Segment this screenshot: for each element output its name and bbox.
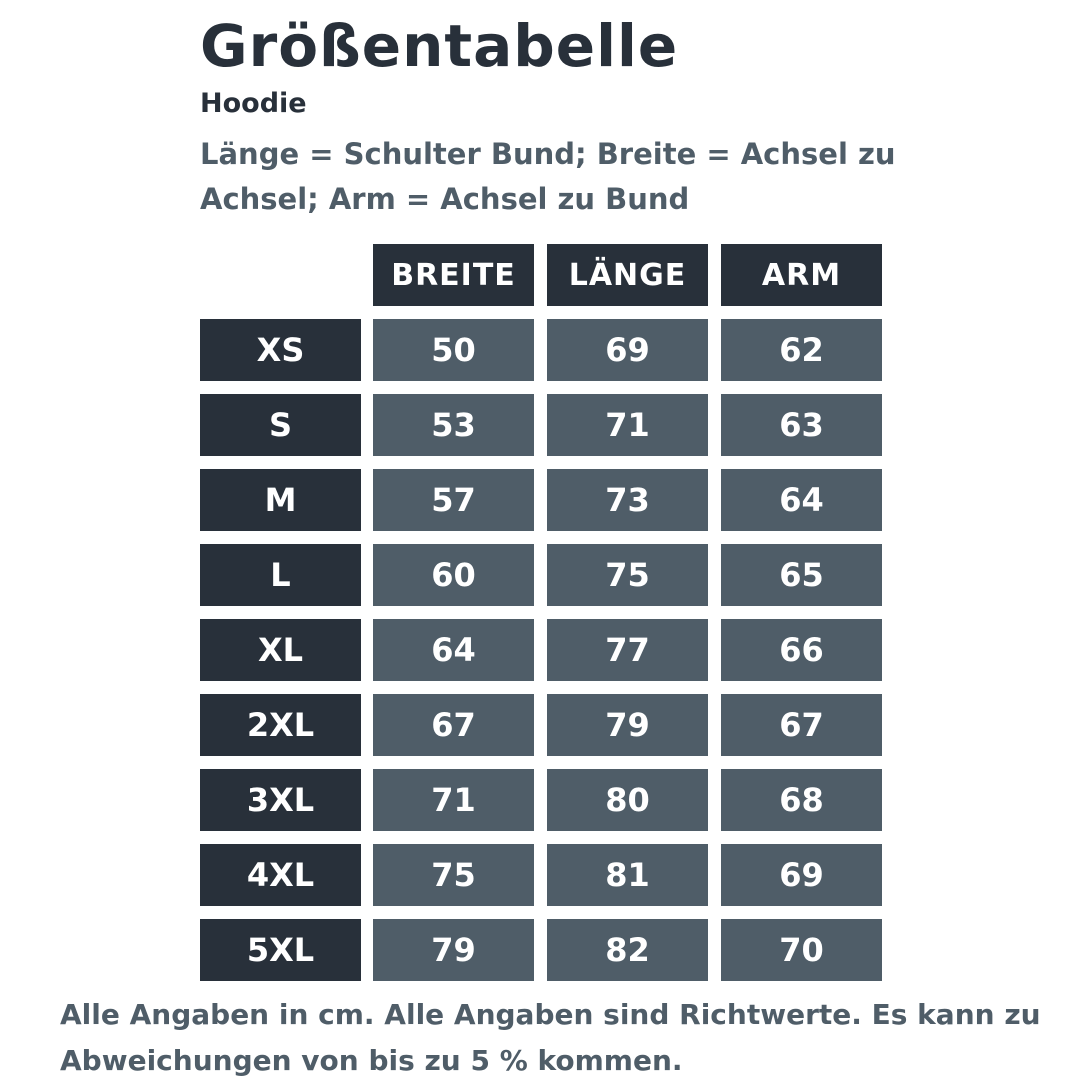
breite-value: 57 <box>373 469 534 531</box>
laenge-value: 71 <box>547 394 708 456</box>
page-title: Größentabelle <box>200 12 679 80</box>
breite-value: 53 <box>373 394 534 456</box>
breite-value: 71 <box>373 769 534 831</box>
arm-value: 68 <box>721 769 882 831</box>
laenge-value: 82 <box>547 919 708 981</box>
breite-value: 64 <box>373 619 534 681</box>
arm-value: 63 <box>721 394 882 456</box>
header-arm: ARM <box>721 244 882 306</box>
header-breite: BREITE <box>373 244 534 306</box>
measurement-description: Länge = Schulter Bund; Breite = Achsel zu Achsel; Arm = Achsel zu Bund <box>200 137 896 216</box>
product-subtitle: Hoodie <box>200 88 307 119</box>
footer-note: Alle Angaben in cm. Alle Angaben sind Richtwerte. Es kann zu Abweichungen von bis zu 5 % kommen. <box>60 998 1041 1077</box>
size-label: XS <box>200 319 361 381</box>
size-label: XL <box>200 619 361 681</box>
arm-value: 69 <box>721 844 882 906</box>
laenge-value: 69 <box>547 319 708 381</box>
arm-value: 66 <box>721 619 882 681</box>
size-label: 2XL <box>200 694 361 756</box>
size-label: 4XL <box>200 844 361 906</box>
size-label: S <box>200 394 361 456</box>
size-label: 3XL <box>200 769 361 831</box>
laenge-value: 80 <box>547 769 708 831</box>
arm-value: 67 <box>721 694 882 756</box>
laenge-value: 79 <box>547 694 708 756</box>
breite-value: 75 <box>373 844 534 906</box>
header-laenge: LÄNGE <box>547 244 708 306</box>
arm-value: 62 <box>721 319 882 381</box>
laenge-value: 81 <box>547 844 708 906</box>
arm-value: 65 <box>721 544 882 606</box>
breite-value: 60 <box>373 544 534 606</box>
breite-value: 79 <box>373 919 534 981</box>
laenge-value: 77 <box>547 619 708 681</box>
size-label: L <box>200 544 361 606</box>
breite-value: 50 <box>373 319 534 381</box>
laenge-value: 75 <box>547 544 708 606</box>
arm-value: 64 <box>721 469 882 531</box>
arm-value: 70 <box>721 919 882 981</box>
size-label: M <box>200 469 361 531</box>
breite-value: 67 <box>373 694 534 756</box>
laenge-value: 73 <box>547 469 708 531</box>
size-label: 5XL <box>200 919 361 981</box>
